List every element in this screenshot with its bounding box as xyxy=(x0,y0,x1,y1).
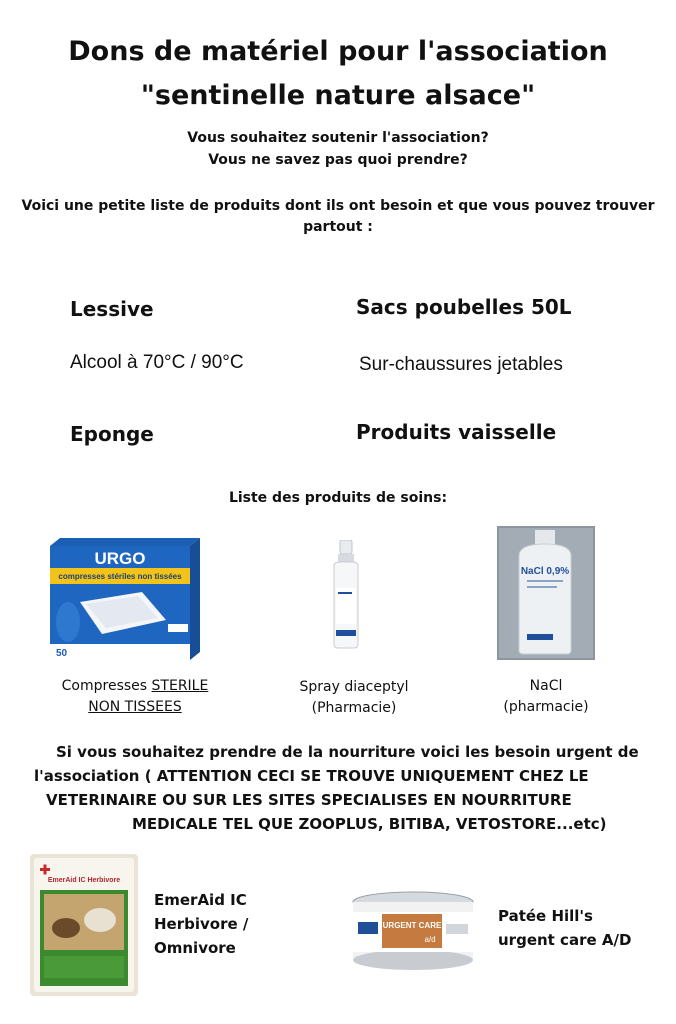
hills-line-1: Patée Hill's xyxy=(498,907,593,925)
hills-can-image xyxy=(350,890,476,972)
emeraid-pack-label: EmerAid IC Herbivore xyxy=(47,877,121,884)
item-produits-vaisselle: Produits vaisselle xyxy=(356,420,557,444)
urgo-compresses-image xyxy=(50,538,200,660)
food-line-2: l'association ( ATTENTION CECI SE TROUVE UNIQUEMENT CHEZ LE xyxy=(34,767,589,785)
item-alcool: Alcool à 70°C / 90°C xyxy=(70,352,244,373)
emeraid-line-3: Omnivore xyxy=(154,939,236,957)
hills-can-label: URGENT CARE xyxy=(382,921,442,930)
lead-line-1: Voici une petite liste de produits dont ils ont besoin et que vous pouvez trouver xyxy=(21,198,655,214)
spray-diaceptyl-image xyxy=(326,540,366,650)
urgo-count: 50 xyxy=(56,648,68,659)
hills-line-2: urgent care A/D xyxy=(498,931,632,949)
urgo-label: compresses stériles non tissées xyxy=(58,572,182,581)
lead-line-2: partout : xyxy=(303,219,373,235)
food-line-4: MEDICALE TEL QUE ZOOPLUS, BITIBA, VETOSTORE...etc) xyxy=(132,815,607,833)
caption-nacl-line-1: NaCl xyxy=(529,678,563,694)
item-sacs-poubelles: Sacs poubelles 50L xyxy=(356,295,572,319)
intro-text xyxy=(0,127,676,171)
lead-text xyxy=(0,196,676,238)
hills-variant: a/d xyxy=(424,935,436,944)
emeraid-caption xyxy=(154,888,248,960)
food-line-3: VETERINAIRE OU SUR LES SITES SPECIALISES EN NOURRITURE xyxy=(46,791,572,809)
emeraid-line-2: Herbivore / xyxy=(154,915,249,933)
urgo-brand: URGO xyxy=(94,549,146,568)
intro-line-2: Vous ne savez pas quoi prendre? xyxy=(208,152,468,168)
caption-spray-line-1: Spray diaceptyl xyxy=(299,679,409,695)
caption-compresses xyxy=(40,676,230,718)
hills-caption xyxy=(498,904,631,952)
page-title xyxy=(0,30,676,118)
care-heading: Liste des produits de soins: xyxy=(228,490,448,506)
caption-spray-line-2: (Pharmacie) xyxy=(311,700,397,716)
emeraid-line-1: EmerAid IC xyxy=(154,891,247,909)
nacl-label: NaCl 0,9% xyxy=(520,566,570,577)
nacl-bottle-image xyxy=(497,526,595,660)
item-eponge: Eponge xyxy=(70,422,154,446)
caption-compresses-prefix: Compresses xyxy=(61,678,152,694)
item-sur-chaussures: Sur-chaussures jetables xyxy=(359,354,563,375)
title-line-1: Dons de matériel pour l'association xyxy=(68,36,608,67)
caption-nacl xyxy=(487,676,605,718)
title-line-2: "sentinelle nature alsace" xyxy=(140,80,536,111)
food-line-1: Si vous souhaitez prendre de la nourriture voici les besoin urgent de xyxy=(56,743,639,761)
item-lessive: Lessive xyxy=(70,297,154,321)
caption-compresses-sterile: STERILE xyxy=(151,678,209,694)
intro-line-1: Vous souhaitez soutenir l'association? xyxy=(187,130,489,146)
caption-spray xyxy=(281,677,427,719)
emeraid-pack-image xyxy=(30,854,138,996)
caption-compresses-non-tissees: NON TISSEES xyxy=(88,699,182,715)
caption-nacl-line-2: (pharmacie) xyxy=(503,699,589,715)
